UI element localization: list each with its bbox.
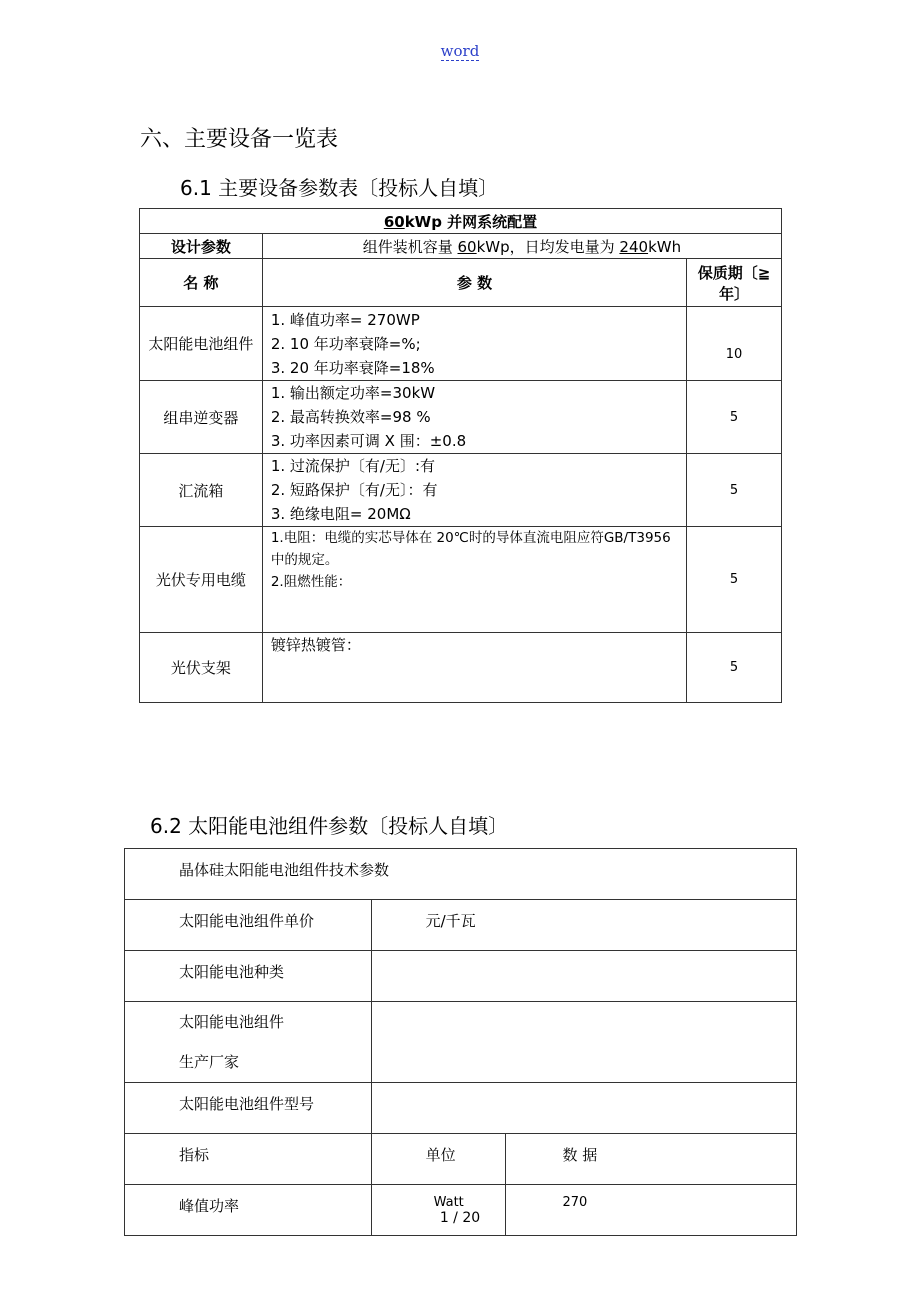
peak-unit: Watt bbox=[371, 1185, 506, 1236]
col-index: 指标 bbox=[125, 1134, 372, 1185]
col-data: 数 据 bbox=[506, 1134, 797, 1185]
peak-label: 峰值功率 bbox=[125, 1185, 372, 1236]
type-label: 太阳能电池种类 bbox=[125, 951, 372, 1002]
param: 2. 最高转换效率=98 % bbox=[270, 408, 431, 426]
table-row bbox=[140, 381, 782, 454]
param: 2. 短路保护〔有/无〕：有 bbox=[270, 481, 438, 499]
table-row bbox=[140, 633, 782, 703]
param: 1. 过流保护〔有/无〕:有 bbox=[270, 457, 436, 475]
word-link[interactable]: word bbox=[440, 42, 480, 60]
param: 1.电阻：电缆的实芯导体在 20℃时的导体直流电阻应符GB/T3956 中的规定。 bbox=[270, 530, 671, 568]
warranty: 10 bbox=[687, 307, 782, 381]
warranty: 5 bbox=[687, 527, 782, 633]
table-row bbox=[140, 527, 782, 633]
warranty: 5 bbox=[687, 633, 782, 703]
header-word-link[interactable] bbox=[0, 42, 920, 60]
col-name: 名 称 bbox=[140, 259, 263, 307]
design-value: 组件装机容量 60kWp，日均发电量为 240kWh bbox=[262, 234, 781, 259]
param: 3. 功率因素可调 X 围：±0.8 bbox=[270, 432, 467, 450]
col-warranty: 保质期〔≧年〕 bbox=[687, 259, 782, 307]
param: 3. 绝缘电阻= 20MΩ bbox=[270, 505, 411, 523]
model-label: 太阳能电池组件型号 bbox=[125, 1083, 372, 1134]
peak-value: 270 bbox=[506, 1185, 797, 1236]
price-unit: 元/千瓦 bbox=[371, 900, 796, 951]
row-name: 组串逆变器 bbox=[140, 381, 263, 454]
warranty: 5 bbox=[687, 381, 782, 454]
solar-module-table bbox=[124, 848, 797, 1236]
table-title: 晶体硅太阳能电池组件技术参数 bbox=[125, 849, 797, 900]
table-row bbox=[140, 307, 782, 381]
table-title: 60kWp 并网系统配置 bbox=[140, 209, 782, 234]
param: 镀锌热镀管： bbox=[270, 636, 361, 654]
param: 3. 20 年功率衰降=18% bbox=[270, 358, 435, 377]
maker-value bbox=[371, 1002, 796, 1083]
row-name: 光伏专用电缆 bbox=[140, 527, 263, 633]
row-name: 汇流箱 bbox=[140, 454, 263, 527]
page-number: 1 / 20 bbox=[439, 1210, 481, 1226]
param: 1. 峰值功率= 270WP bbox=[270, 310, 420, 329]
col-unit: 单位 bbox=[371, 1134, 506, 1185]
model-value bbox=[371, 1083, 796, 1134]
param: 2.阻燃性能： bbox=[270, 574, 352, 590]
section-title: 六、主要设备一览表 bbox=[140, 127, 339, 152]
param: 2. 10 年功率衰降=%; bbox=[270, 334, 421, 353]
table-row bbox=[140, 454, 782, 527]
subsection-title-6-2: 6.2 太阳能电池组件参数〔投标人自填〕 bbox=[150, 814, 509, 838]
subsection-title-6-1: 6.1 主要设备参数表〔投标人自填〕 bbox=[180, 176, 499, 200]
col-param: 参 数 bbox=[262, 259, 686, 307]
param: 1. 输出额定功率=30kW bbox=[270, 384, 436, 402]
price-label: 太阳能电池组件单价 bbox=[125, 900, 372, 951]
design-label: 设计参数 bbox=[140, 234, 263, 259]
warranty: 5 bbox=[687, 454, 782, 527]
maker-label: 生产厂家 bbox=[179, 1053, 240, 1071]
row-name: 光伏支架 bbox=[140, 633, 263, 703]
maker-label: 太阳能电池组件 bbox=[179, 1013, 285, 1031]
type-value bbox=[371, 951, 796, 1002]
equipment-table bbox=[139, 208, 782, 703]
row-name: 太阳能电池组件 bbox=[140, 307, 263, 381]
